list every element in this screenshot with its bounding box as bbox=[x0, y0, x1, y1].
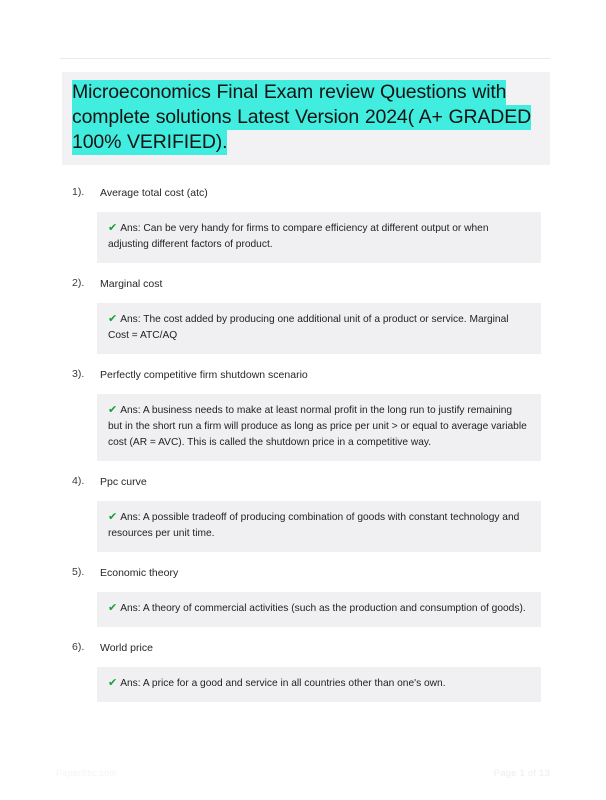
answer-paragraph bbox=[108, 510, 529, 542]
check-mark-icon: ✔ bbox=[108, 602, 118, 614]
answer-box bbox=[97, 394, 541, 461]
question-number: 6). bbox=[72, 641, 85, 653]
title-highlight: Microeconomics Final Exam review Questions with complete solutions Latest Version 2024( A+ GRADED 100% VERIFIED). bbox=[72, 81, 532, 153]
qa-item bbox=[0, 186, 606, 263]
answer-text: Ans: A price for a good and service in all countries other than one's own. bbox=[120, 678, 446, 689]
question-text: Economic theory bbox=[100, 567, 179, 579]
qa-item bbox=[0, 566, 606, 627]
check-mark-icon: ✔ bbox=[108, 677, 118, 689]
check-mark-icon: ✔ bbox=[108, 404, 118, 416]
check-mark-icon: ✔ bbox=[108, 511, 118, 523]
header-divider bbox=[60, 58, 550, 59]
answer-box bbox=[97, 212, 541, 263]
answer-box bbox=[97, 667, 541, 702]
question-number: 5). bbox=[72, 566, 85, 578]
answer-paragraph bbox=[108, 601, 529, 617]
answer-box bbox=[97, 501, 541, 552]
question-text: Ppc curve bbox=[100, 476, 147, 488]
question-row bbox=[0, 566, 606, 582]
question-number: 4). bbox=[72, 475, 85, 487]
question-row bbox=[0, 277, 606, 293]
question-text: Average total cost (atc) bbox=[100, 187, 208, 199]
answer-text: Ans: Can be very handy for firms to compare efficiency at different output or when adjusting different factors of product. bbox=[108, 223, 489, 250]
check-mark-icon: ✔ bbox=[108, 313, 118, 325]
page-number: Page 1 of 13 bbox=[493, 768, 550, 779]
answer-paragraph bbox=[108, 312, 529, 344]
question-number: 2). bbox=[72, 277, 85, 289]
qa-item bbox=[0, 475, 606, 552]
question-row bbox=[0, 368, 606, 384]
answer-box bbox=[97, 303, 541, 354]
watermark: PaperStic.com bbox=[56, 768, 118, 778]
answer-paragraph bbox=[108, 403, 529, 451]
page-footer bbox=[0, 760, 606, 800]
question-row bbox=[0, 641, 606, 657]
check-mark-icon: ✔ bbox=[108, 222, 118, 234]
question-number: 1). bbox=[72, 186, 85, 198]
answer-paragraph bbox=[108, 221, 529, 253]
question-text: World price bbox=[100, 642, 153, 654]
question-text: Perfectly competitive firm shutdown scenario bbox=[100, 369, 308, 381]
answer-text: Ans: A theory of commercial activities (such as the production and consumption of goods). bbox=[120, 603, 526, 614]
qa-item bbox=[0, 641, 606, 702]
question-row bbox=[0, 186, 606, 202]
question-text: Marginal cost bbox=[100, 278, 163, 290]
page-title bbox=[72, 80, 540, 155]
answer-paragraph bbox=[108, 676, 529, 692]
answer-box bbox=[97, 592, 541, 627]
document-title-band bbox=[62, 72, 550, 165]
answer-text: Ans: A business needs to make at least normal profit in the long run to justify remaining but in the short run a firm will produce as long as price per unit > or equal to average variable cost (AR = AVC). This is called the shutdown price in a competitive way. bbox=[108, 405, 527, 448]
question-answer-list bbox=[0, 186, 606, 716]
qa-item bbox=[0, 368, 606, 461]
question-number: 3). bbox=[72, 368, 85, 380]
qa-item bbox=[0, 277, 606, 354]
answer-text: Ans: A possible tradeoff of producing combination of goods with constant technology and resources per unit time. bbox=[108, 512, 520, 539]
answer-text: Ans: The cost added by producing one additional unit of a product or service. Marginal Cost = ATC/AQ bbox=[108, 314, 509, 341]
question-row bbox=[0, 475, 606, 491]
